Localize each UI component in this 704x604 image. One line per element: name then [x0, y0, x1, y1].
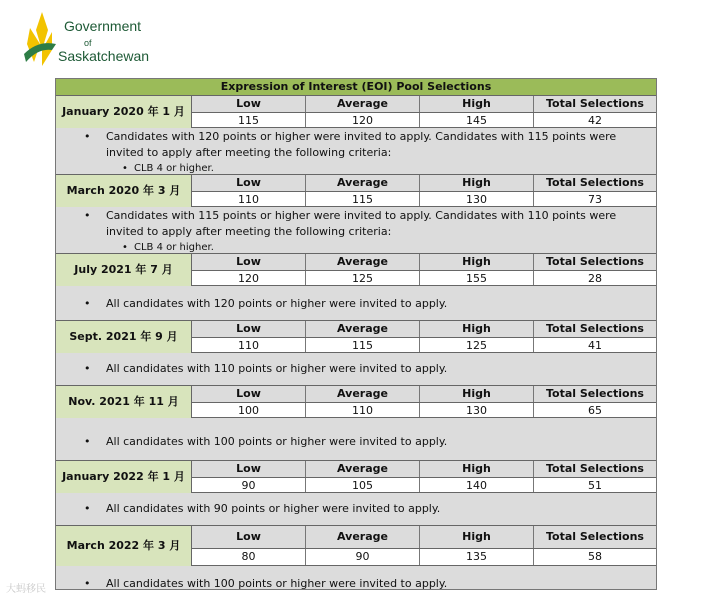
row-note: Candidates with 120 points or higher were invited to apply. Candidates with 115 points were invited to apply after meeting the following criteria: — [106, 130, 617, 159]
header-high: High — [419, 321, 533, 337]
value-total: 51 — [533, 478, 656, 492]
value-average: 110 — [305, 403, 419, 417]
header-total: Total Selections — [533, 175, 656, 191]
value-total: 73 — [533, 192, 656, 206]
eoi-table — [55, 78, 657, 590]
table-title: Expression of Interest (EOI) Pool Selections — [56, 79, 656, 96]
period-cell: January 2022 年 1 月 — [56, 461, 192, 493]
table-row — [56, 386, 656, 461]
value-low: 115 — [238, 114, 259, 127]
row-note: All candidates with 100 points or higher were invited to apply. — [106, 435, 448, 448]
bullet-icon: • — [84, 130, 91, 143]
sub-bullet-icon: • — [122, 163, 128, 174]
table-row — [56, 96, 656, 175]
value-low: 110 — [238, 339, 259, 352]
header-low: Low — [236, 322, 261, 335]
period-cell: March 2020 年 3 月 — [56, 175, 192, 207]
bullet-icon: • — [84, 297, 91, 310]
table-row — [56, 461, 656, 526]
header-total: Total Selections — [533, 321, 656, 337]
logo-line-2: of — [84, 38, 92, 48]
header-average: Average — [305, 254, 419, 270]
header-average: Average — [305, 461, 419, 477]
header-total: Total Selections — [533, 96, 656, 112]
value-total: 65 — [533, 403, 656, 417]
header-low: Low — [236, 97, 261, 110]
value-average: 90 — [305, 549, 419, 565]
bullet-icon: • — [84, 209, 91, 222]
header-total: Total Selections — [533, 386, 656, 402]
watermark: 大蚂移民 — [6, 584, 46, 595]
header-low: Low — [236, 255, 261, 268]
header-low: Low — [236, 387, 261, 400]
row-note: All candidates with 100 points or higher were invited to apply. — [106, 577, 448, 590]
table-row — [56, 526, 656, 600]
header-low: Low — [236, 176, 261, 189]
header-high: High — [419, 96, 533, 112]
value-total: 58 — [533, 549, 656, 565]
value-low: 90 — [241, 479, 256, 492]
value-total: 42 — [533, 113, 656, 127]
header-high: High — [419, 461, 533, 477]
value-high: 130 — [419, 192, 533, 206]
header-high: High — [419, 175, 533, 191]
value-total: 41 — [533, 338, 656, 352]
bullet-icon: • — [84, 362, 91, 375]
value-high: 125 — [419, 338, 533, 352]
period-cell: July 2021 年 7 月 — [56, 254, 192, 286]
period-cell: Nov. 2021 年 11 月 — [56, 386, 192, 418]
header-total: Total Selections — [533, 526, 656, 548]
value-average: 115 — [305, 192, 419, 206]
row-note: All candidates with 90 points or higher were invited to apply. — [106, 502, 441, 515]
period-cell: January 2020 年 1 月 — [56, 96, 192, 128]
value-high: 145 — [419, 113, 533, 127]
value-low: 100 — [238, 404, 259, 417]
logo-line-3: Saskatchewan — [58, 48, 150, 64]
header-low: Low — [236, 530, 261, 543]
header-high: High — [419, 254, 533, 270]
value-low: 80 — [241, 550, 256, 563]
sub-bullet-icon: • — [122, 242, 128, 253]
row-sub-note: CLB 4 or higher. — [134, 242, 214, 253]
wheat-logo-icon — [22, 10, 58, 68]
value-high: 140 — [419, 478, 533, 492]
table-row — [56, 175, 656, 254]
period-cell: March 2022 年 3 月 — [56, 526, 192, 566]
bullet-icon: • — [84, 435, 91, 448]
value-high: 155 — [419, 271, 533, 285]
value-total: 28 — [533, 271, 656, 285]
header-average: Average — [305, 321, 419, 337]
value-average: 120 — [305, 113, 419, 127]
header-total: Total Selections — [533, 461, 656, 477]
row-note: Candidates with 115 points or higher were invited to apply. Candidates with 110 points were invited to apply after meeting the following criteria: — [106, 209, 617, 238]
header-high: High — [419, 386, 533, 402]
value-high: 135 — [419, 549, 533, 565]
value-low: 120 — [238, 272, 259, 285]
header-average: Average — [305, 175, 419, 191]
header-total: Total Selections — [533, 254, 656, 270]
bullet-icon: • — [84, 502, 91, 515]
logo-line-1: Government — [64, 18, 142, 34]
row-note: All candidates with 110 points or higher were invited to apply. — [106, 362, 448, 375]
value-average: 105 — [305, 478, 419, 492]
value-average: 115 — [305, 338, 419, 352]
header-average: Average — [305, 96, 419, 112]
header-average: Average — [305, 386, 419, 402]
row-sub-note: CLB 4 or higher. — [134, 163, 214, 174]
header-average: Average — [305, 526, 419, 548]
period-cell: Sept. 2021 年 9 月 — [56, 321, 192, 353]
government-logo — [22, 10, 172, 70]
header-low: Low — [236, 462, 261, 475]
value-high: 130 — [419, 403, 533, 417]
value-low: 110 — [238, 193, 259, 206]
row-note: All candidates with 120 points or higher were invited to apply. — [106, 297, 448, 310]
bullet-icon: • — [84, 577, 91, 590]
header-high: High — [419, 526, 533, 548]
table-row — [56, 254, 656, 321]
value-average: 125 — [305, 271, 419, 285]
table-row — [56, 321, 656, 386]
